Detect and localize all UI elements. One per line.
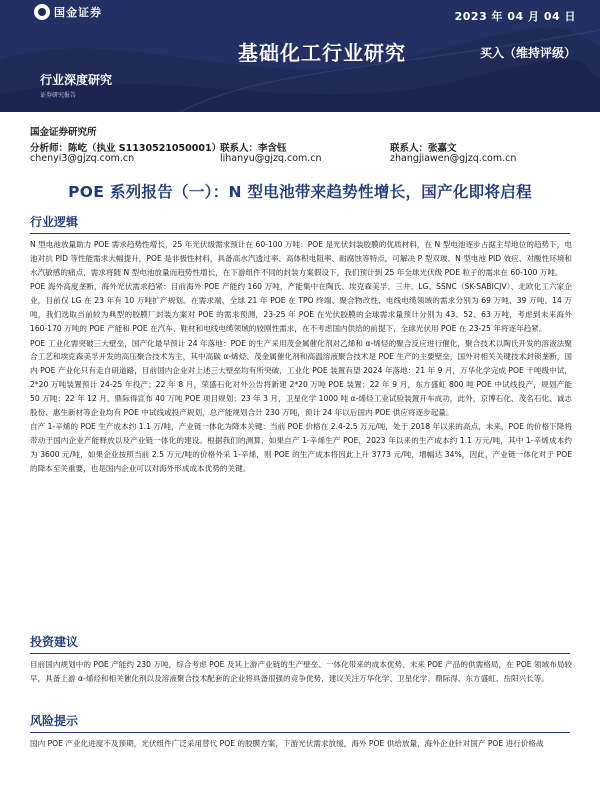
analyst-row-names [30,140,570,153]
contact-email-1[interactable]: lihanyu@gjzq.com.cn [220,153,322,164]
report-title: POE 系列报告（一）：N 型电池带来趋势性增长，国产化即将启程 [68,183,532,201]
section-risk-warning [30,712,572,752]
rating-badge: 买入（维持评级） [479,46,576,60]
report-header [0,0,600,112]
logic-paragraph-4: 自产 1-辛烯的 POE 生产成本约 1.1 万/吨，产业链一体化为降本关键：当前 POE 价格在 2.4-2.5 万元/吨，处于 2018 年以来的高点，未来，POE 的价格下降将带动于国内企业产能释放以及产业链一体化的建设。根据我们的测算，如果自产 1-辛烯生产 POE，2023 年以来的生产成本约 1.1 万元/吨，其中 1-辛烯成本约为 3600 元/吨，如果企业按照当前 2.5 万元/吨的价格外采 1-辛烯，则 POE 的生产成本将因此上升 3773 元/吨，增幅达 34%，因此，产业链一体化对于 POE 的降本至关重要，也是国内企业可以对海外形成成本优势的关键。 [30,422,572,473]
contact-name-1: 联系人：李含钰 [220,143,287,154]
section-investment-advice [30,633,572,687]
logic-paragraph-1: N 型电池放量助力 POE 需求趋势性增长，25 年光伏级需求预计在 60-100 万吨：POE 是光伏封装胶膜的优质材料，在 N 型电池逐步占据主导地位的趋势下，电池对抗 PID 等性能需求大幅提升，POE 是非极性材料，具备高水汽透过率、高体积电阻率、耐腐蚀等特点，可解决 P 型双玻、N 型电池 PID 效应、对酸性环境和水汽敏感的痛点，需求将随 N 型电池放量而趋势性增长，在下游组件不同的封装方案假设下，我们预计到 25 年全球光伏级 POE 粒子的需求在 60-100 万吨。 [30,240,572,277]
industry-title: 基础化工行业研究 [238,41,406,65]
company-logo [34,4,102,20]
section-heading-logic: 行业逻辑 [30,213,570,234]
contact-email-2[interactable]: zhangjiawen@gjzq.com.cn [390,153,517,164]
analyst-email[interactable]: chenyi3@gjzq.com.cn [30,153,135,164]
analyst-row-emails [30,153,570,166]
section-industry-logic [30,213,572,477]
section-heading-risk: 风险提示 [30,712,570,733]
logic-paragraph-3: POE 工业化需突破三大壁垒，国产化最早预计 24 年落地：POE 的生产采用茂金属催化剂对乙烯和 α-烯烃的聚合反应进行催化，聚合技术以陶氏开发的溶液法聚合工艺和埃克森美孚开发的高压聚合技术为主，其中高碳 α-烯烃、茂金属催化剂和高温溶液聚合技术是 POE 生产的主要壁垒，国外对相关关键技术封锁垄断，国内 POE 产业化只有走自研道路，目前国内企业对上述三大壁垒均有所突破，工业化 POE 装置有望 2024 年落地：21 年 9 月，万华化学完成 POE 千吨级中试，2*20 万吨装置预计 24-25 年投产；22 年 8 月，荣盛石化对外公告将新建 2*20 万吨 POE 装置；22 年 9 月，东方盛虹 800 吨 POE 中试线投产，规划产能 50 万吨；22 年 12 月，鼎际得宣布 40 万吨 POE 项目规划；23 年 3 月，卫星化学 1000 吨 α-烯烃工业试验装置开车成功，此外，京博石化、茂名石化、诚志股份、惠生新材等企业均有 POE 中试线或投产规划，总产能规划合计 230 万吨，预计 24 年以后国内 POE 供应将逐步起量。 [30,338,572,417]
contact-name-2: 联系人：张嘉文 [390,143,457,154]
analyst-name: 分析师：陈屹（执业 S1130521050001） [30,143,222,154]
report-type: 行业深度研究 [40,73,113,87]
analyst-block [30,124,570,166]
advice-paragraph: 目前国内规划中的 POE 产能约 230 万吨，综合考虑 POE 及其上游产业链的生产壁垒、一体化带来的成本优势、未来 POE 产品的供需格局，在 POE 领域布局较早，具备上游 α-烯烃和相关催化剂以及溶液聚合技术配套的企业将具备很强的竞争优势，建议关注万华化学、卫星化学、鼎际得、东方盛虹、岳阳兴长等。 [30,660,572,683]
risk-paragraph: 国内 POE 产业化进度不及预期，光伏组件广泛采用替代 POE 的胶膜方案，下游光伏需求放缓，海外 POE 供给放量，海外企业针对国产 POE 进行价格战 [30,739,544,748]
logo-icon [34,4,50,20]
report-subtype: 证券研究报告 [40,92,77,99]
report-date: 2023 年 04 月 04 日 [454,10,576,23]
logo-text: 国金证券 [54,6,102,19]
institute-name: 国金证券研究所 [30,127,97,138]
logic-paragraph-2: POE 海外高度垄断，海外光伏需求趋紧：目前海外 POE 产能约 160 万吨，产能集中在陶氏、埃克森美孚、三井、LG、SSNC（SK-SABICJV）、北欧化工六家企业，目前仅 LG 在 23 年有 10 万吨扩产规划。在需求端，全球 21 年 POE 在 TPO 终端、聚合物改性、电线电缆领域的需求分别为 69 万吨、39 万吨、14 万吨，我们选取当前较为典型的胶膜厂封装方案对 POE 的需求预测，23-25 年 POE 在光伏胶膜的全球需求量预计分别为 43、52、63 万吨，考虑到未来海外 160-170 万吨的 POE 产能和 POE 在汽车、鞋材和电线电缆领域的较刚性需求，在不考虑国内供给的前提下，全球光伏用 POE 在 23-25 年将逐年趋紧。 [30,282,572,333]
section-heading-advice: 投资建议 [30,633,570,654]
